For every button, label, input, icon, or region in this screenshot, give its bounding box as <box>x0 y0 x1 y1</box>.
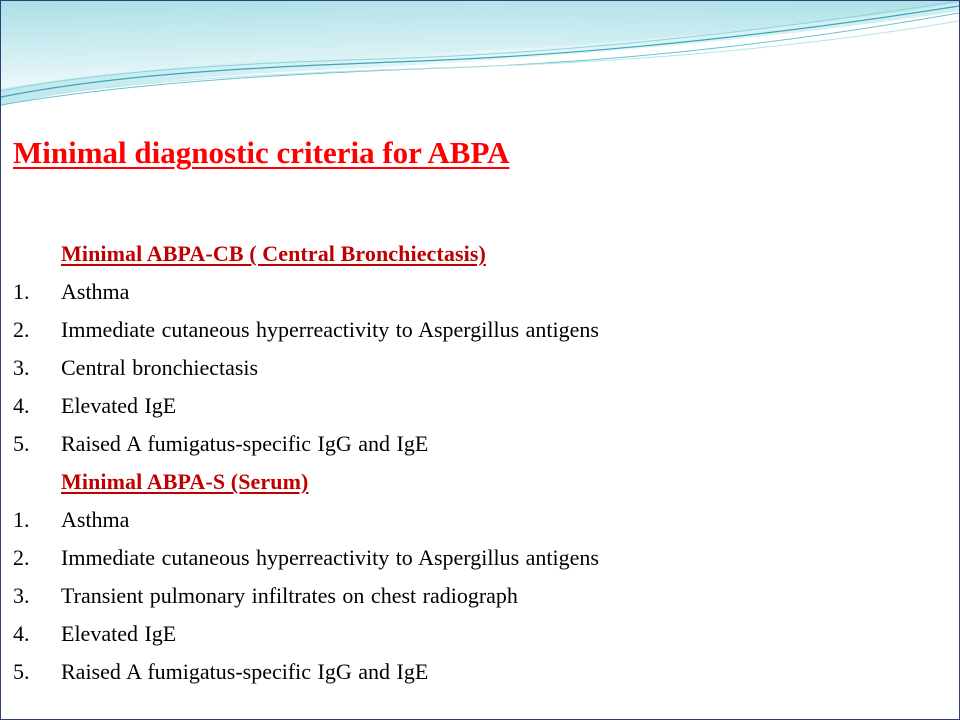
list-item-text: Immediate cutaneous hyperreactivity to Aspergillus antigens <box>61 545 599 570</box>
list-item <box>13 279 129 305</box>
list-item-number: 5. <box>13 431 30 456</box>
decorative-wave-banner <box>1 1 959 151</box>
list-item <box>13 545 599 571</box>
list-item-number: 3. <box>13 355 30 380</box>
list-item-number: 5. <box>13 659 30 684</box>
list-item <box>13 659 428 685</box>
list-item-text: Transient pulmonary infiltrates on chest radiograph <box>61 583 518 608</box>
list-item-number: 2. <box>13 317 30 342</box>
list-item-text: Elevated IgE <box>61 393 177 418</box>
list-item-text: Immediate cutaneous hyperreactivity to Aspergillus antigens <box>61 317 599 342</box>
list-item <box>13 393 176 419</box>
list-item-number: 4. <box>13 621 30 646</box>
list-item <box>13 355 258 381</box>
list-item <box>13 621 176 647</box>
list-item-text: Raised A fumigatus-specific IgG and IgE <box>61 431 429 456</box>
list-item-text: Asthma <box>61 279 130 304</box>
page-title: Minimal diagnostic criteria for ABPA <box>13 135 510 170</box>
list-item <box>13 583 518 609</box>
list-item-number: 1. <box>13 507 30 532</box>
list-item-number: 2. <box>13 545 30 570</box>
list-item <box>13 317 599 343</box>
list-item-text: Raised A fumigatus-specific IgG and IgE <box>61 659 429 684</box>
list-item-number: 3. <box>13 583 30 608</box>
section-heading-abpa-s: Minimal ABPA-S (Serum) <box>61 469 309 494</box>
section-heading-abpa-cb: Minimal ABPA-CB ( Central Bronchiectasis) <box>61 241 486 266</box>
list-item-number: 1. <box>13 279 30 304</box>
list-item-text: Central bronchiectasis <box>61 355 259 380</box>
list-item-text: Elevated IgE <box>61 621 177 646</box>
list-item <box>13 507 129 533</box>
list-item <box>13 431 428 457</box>
list-item-number: 4. <box>13 393 30 418</box>
list-item-text: Asthma <box>61 507 130 532</box>
